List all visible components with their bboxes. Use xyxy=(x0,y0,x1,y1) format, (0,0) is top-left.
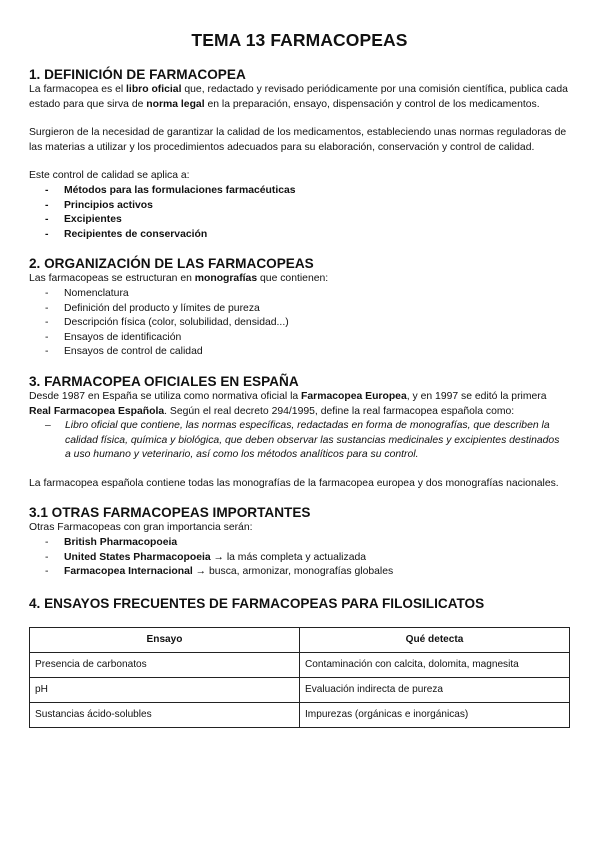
section-organizacion xyxy=(29,255,570,360)
section-1-paragraph-2: Surgieron de la necesidad de garantizar la calidad de los medicamentos, estableciendo unas normas reguladoras de las materias a utilizar y los procedimientos adecuados para su elaboración, conservación y control de calidad. xyxy=(29,127,567,153)
list-item: - Métodos para las formulaciones farmacéuticas xyxy=(29,184,570,199)
table-header-cell: Qué detecta xyxy=(300,627,570,652)
section-1-heading: 1. DEFINICIÓN DE FARMACOPEA xyxy=(29,67,246,82)
table-cell: Evaluación indirecta de pureza xyxy=(300,677,570,702)
section-1-list xyxy=(29,184,570,242)
section-2-heading: 2. ORGANIZACIÓN DE LAS FARMACOPEAS xyxy=(29,256,314,272)
list-item: - Excipientes xyxy=(29,213,570,228)
list-item: - United States Pharmacopoeia → la más completa y actualizada xyxy=(29,551,570,566)
section-espana xyxy=(29,373,570,492)
list-item: - Recipientes de conservación xyxy=(29,228,570,243)
list-item: - British Pharmacopoeia xyxy=(29,536,570,551)
list-item: - Ensayos de control de calidad xyxy=(29,345,570,360)
section-3-heading: 3. FARMACOPEA OFICIALES EN ESPAÑA xyxy=(29,373,299,389)
table-row xyxy=(30,652,570,677)
table-cell: Sustancias ácido-solubles xyxy=(30,702,300,727)
table-row xyxy=(30,702,570,727)
list-item: - Descripción física (color, solubilidad, densidad...) xyxy=(29,316,570,331)
list-item: - Nomenclatura xyxy=(29,287,570,302)
table-header-cell: Ensayo xyxy=(30,627,300,652)
table-header-row xyxy=(30,627,570,652)
table-cell: Contaminación con calcita, dolomita, magnesita xyxy=(300,652,570,677)
list-item: - Ensayos de identificación xyxy=(29,331,570,346)
section-ensayos xyxy=(29,595,570,728)
section-3-quote-list xyxy=(29,419,570,463)
list-item: - Principios activos xyxy=(29,199,570,214)
section-4-heading: 4. ENSAYOS FRECUENTES DE FARMACOPEAS PARA FILOSILICATOS xyxy=(29,595,485,611)
table-cell: pH xyxy=(30,677,300,702)
section-1-paragraph-1: La farmacopea es el libro oficial que, redactado y revisado periódicamente por una comisión científica, publica cada estado para que sirva de norma legal en la preparación, ensayo, dispensación y control de los medicamentos. xyxy=(29,84,568,110)
section-3-paragraph-2: La farmacopea española contiene todas las monografías de la farmacopea europea y dos monografías nacionales. xyxy=(29,477,559,489)
section-1-paragraph-3: Este control de calidad se aplica a: xyxy=(29,170,190,182)
table-row xyxy=(30,677,570,702)
section-3-paragraph-1: Desde 1987 en España se utiliza como normativa oficial la Farmacopea Europea, y en 1997 se editó la primera Real Farmacopea Española. Según el real decreto 294/1995, define la real farmacopea española como: xyxy=(29,390,547,417)
table-cell: Impurezas (orgánicas e inorgánicas) xyxy=(300,702,570,727)
table-cell: Presencia de carbonatos xyxy=(30,652,300,677)
page-title: TEMA 13 FARMACOPEAS xyxy=(191,30,408,50)
section-otras xyxy=(29,504,570,579)
section-3-1-heading: 3.1 OTRAS FARMACOPEAS IMPORTANTES xyxy=(29,505,311,521)
list-item: - Farmacopea Internacional → busca, armonizar, monografías globales xyxy=(29,565,570,580)
list-item: - Definición del producto y límites de pureza xyxy=(29,302,570,317)
section-3-1-list xyxy=(29,536,570,580)
section-3-1-intro: Otras Farmacopeas con gran importancia serán: xyxy=(29,522,253,534)
section-2-list xyxy=(29,287,570,360)
definition-quote: – Libro oficial que contiene, las normas específicas, redactadas en forma de monografías, que describen la calidad física, química y biológica, que deben observar las sustancias medicinales y excipientes destinados a uso humano y veterinario, así como los métodos analíticos para su control. xyxy=(29,419,570,463)
ensayos-table xyxy=(29,627,570,728)
section-2-intro: Las farmacopeas se estructuran en monografías que contienen: xyxy=(29,273,329,285)
section-definicion xyxy=(29,66,570,242)
